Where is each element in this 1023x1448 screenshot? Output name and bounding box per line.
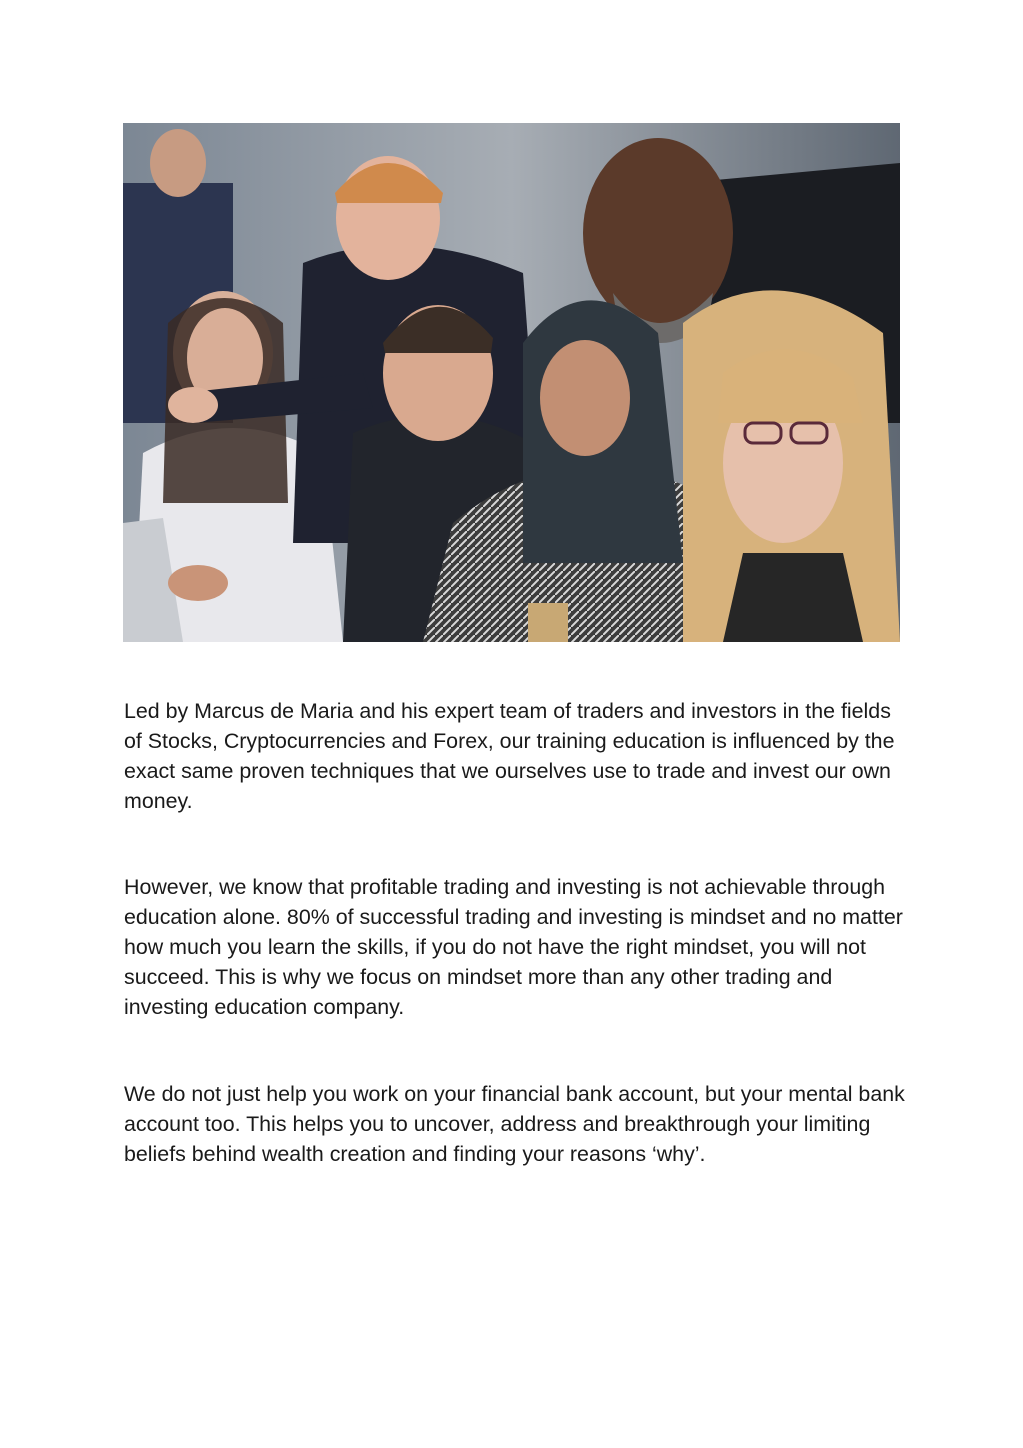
training-group-photo	[123, 123, 900, 642]
mindset-paragraph: However, we know that profitable trading and investing is not achievable through education alone. 80% of successful trading and investing is mindset and no matter how much you learn the skills, if you do not have the right mindset, you will not succeed. This is why we focus on mindset more than any other trading and investing education company.	[124, 875, 903, 1019]
mental-bank-paragraph: We do not just help you work on your financial bank account, but your mental bank account too. This helps you to uncover, address and breakthrough your limiting beliefs behind wealth creation and finding your reasons ‘why’.	[124, 1082, 905, 1166]
intro-paragraph: Led by Marcus de Maria and his expert team of traders and investors in the fields of Stocks, Cryptocurrencies and Forex, our training education is influenced by the exact same proven techniques that we ourselves use to trade and invest our own money.	[124, 699, 895, 813]
group-training-photo-icon	[123, 123, 900, 642]
